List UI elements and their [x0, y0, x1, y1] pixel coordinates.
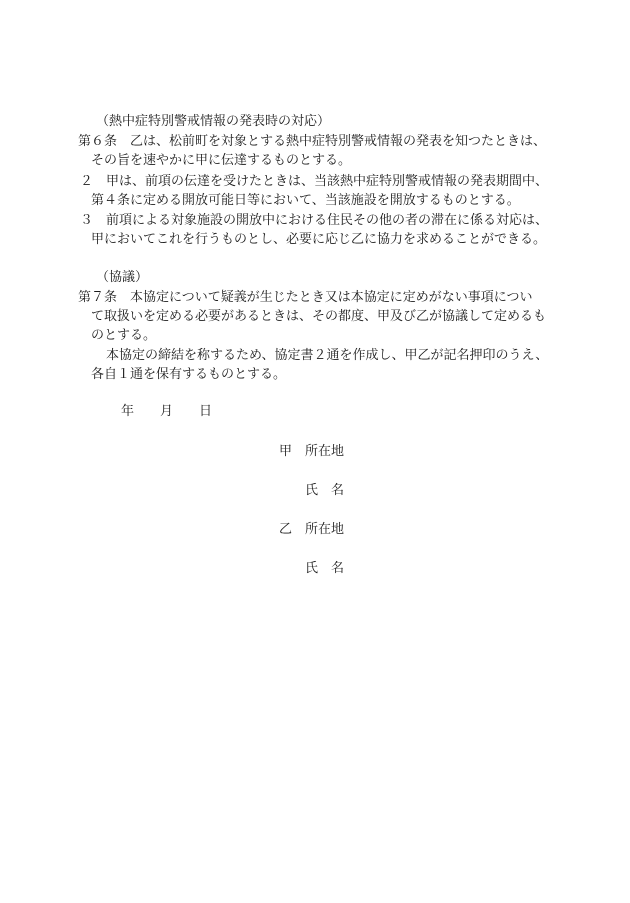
- party-a-label: 甲: [279, 444, 293, 459]
- article7-line1: 第７条 本協定について疑義が生じたとき又は本協定に定めがない事項につい: [78, 290, 533, 305]
- closing-line2: 各自１通を保有するものとする。: [91, 367, 287, 382]
- date-year: 年: [121, 404, 135, 419]
- article6-line2: その旨を速やかに甲に伝達するものとする。: [91, 153, 352, 168]
- article6-paragraph3-line1: ３ 前項による対象施設の開放中における住民その他の者の滞在に係る対応は、: [80, 213, 549, 228]
- article6-paragraph2-line2: 第４条に定める開放可能日等において、当該施設を開放するものとする。: [91, 193, 520, 208]
- article6-line1: 第６条 乙は、松前町を対象とする熱中症特別警戒情報の発表を知つたときは、: [78, 134, 547, 149]
- closing-line1: 本協定の締結を称するため、協定書２通を作成し、甲乙が記名押印のうえ、: [106, 348, 549, 363]
- party-b-label: 乙: [279, 522, 293, 537]
- party-a-address-label: 所在地: [305, 444, 345, 459]
- article7-line3: のとする。: [91, 328, 157, 343]
- date-day: 日: [199, 404, 213, 419]
- article6-paragraph2-line1: ２ 甲は、前項の伝達を受けたときは、当該熱中症特別警戒情報の発表期間中、: [80, 174, 549, 189]
- article7-line2: て取扱いを定める必要があるときは、その都度、甲及び乙が協議して定めるも: [91, 309, 547, 324]
- article6-heading: （熱中症特別警戒情報の発表時の対応）: [96, 114, 331, 129]
- party-a-name-label: 氏 名: [305, 483, 345, 498]
- article7-heading: （協議）: [96, 270, 149, 285]
- party-b-address-label: 所在地: [305, 522, 345, 537]
- date-month: 月: [160, 404, 174, 419]
- party-b-name-label: 氏 名: [305, 561, 345, 576]
- article6-paragraph3-line2: 甲においてこれを行うものとし、必要に応じ乙に協力を求めることができる。: [91, 232, 547, 247]
